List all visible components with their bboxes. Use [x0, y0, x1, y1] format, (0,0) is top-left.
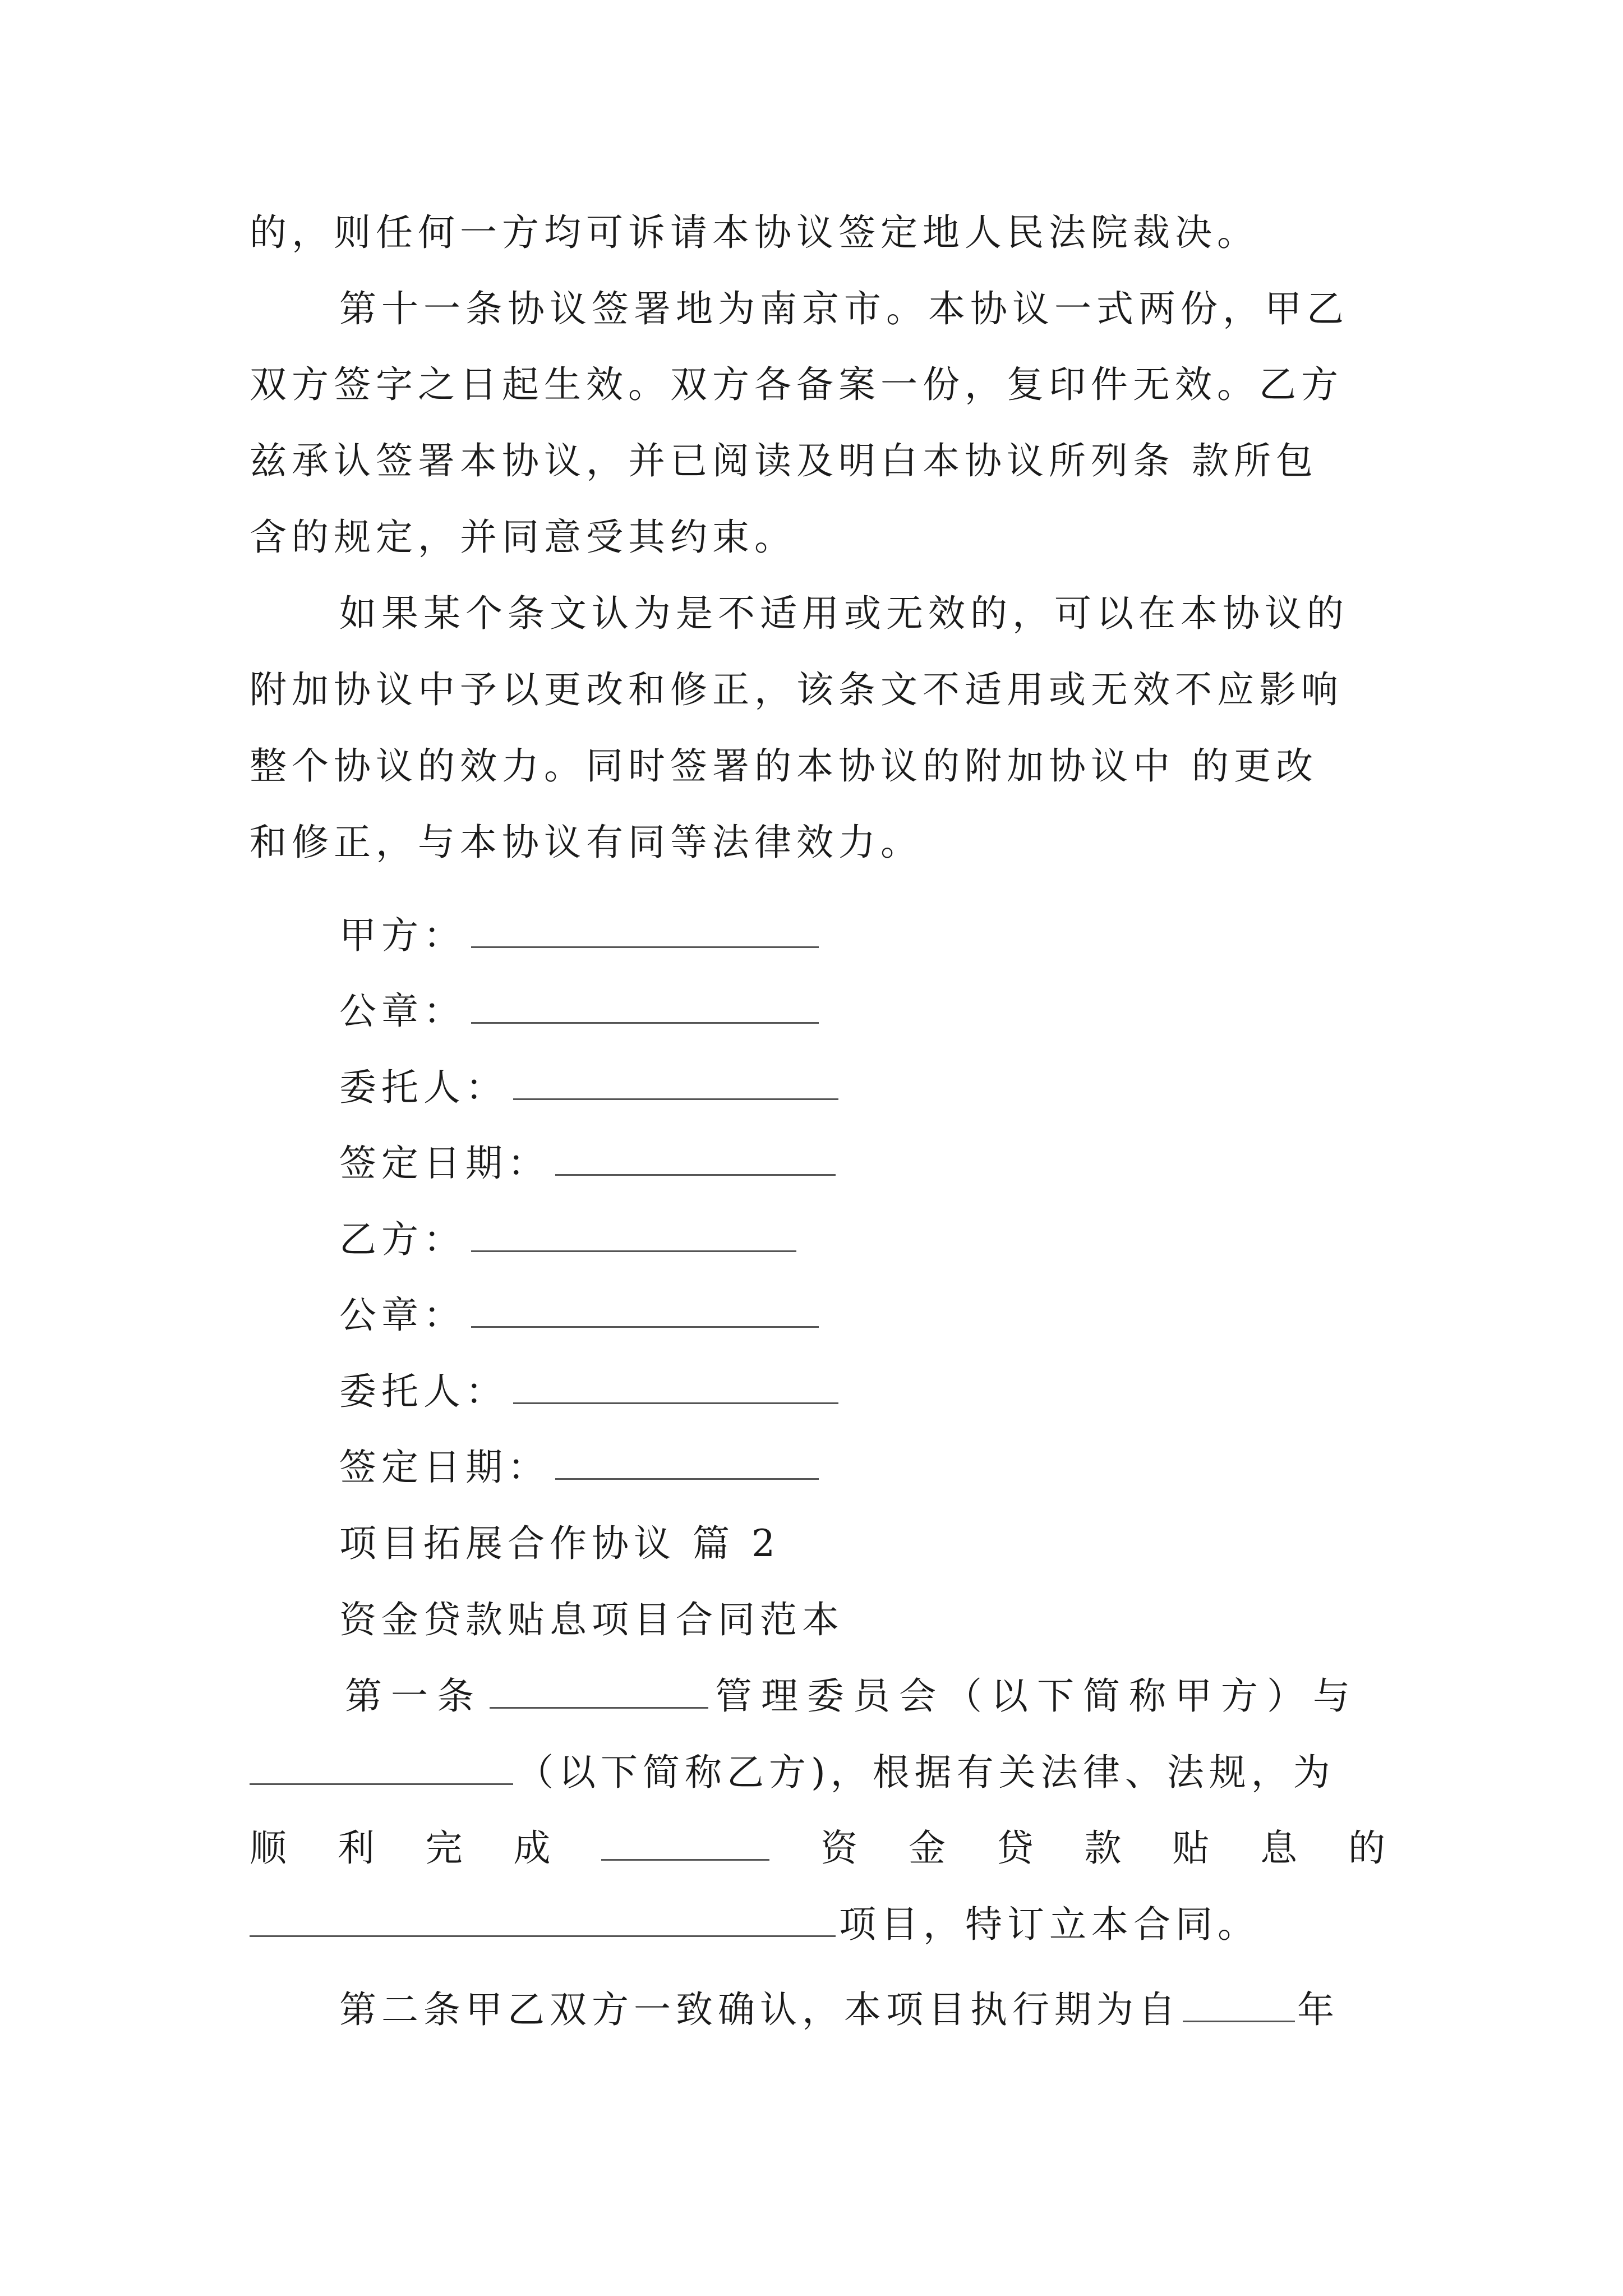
- signature-party-a: [339, 914, 819, 957]
- fill-blank[interactable]: [490, 1678, 708, 1709]
- fill-blank[interactable]: [250, 1906, 836, 1937]
- article-1-line-3: [250, 1826, 1385, 1870]
- signature-party-b: [339, 1218, 796, 1261]
- article-1-text: （以下简称乙方)，根据有关法律、法规，为: [517, 1751, 1335, 1794]
- contract-title: 资金贷款贴息项目合同范本: [339, 1598, 844, 1641]
- justified-char: 完: [425, 1826, 463, 1870]
- justified-char: 的: [1348, 1826, 1385, 1870]
- paragraph-line: 整个协议的效力。同时签署的本协议的附加协议中 的更改: [250, 744, 1318, 788]
- signature-blank[interactable]: [555, 1449, 819, 1480]
- justified-char: 成: [513, 1826, 551, 1870]
- paragraph-line: 第十一条协议签署地为南京市。本协议一式两份，甲乙: [339, 287, 1349, 330]
- article-1-text: 项目，特订立本合同。: [839, 1903, 1260, 1946]
- paragraph-line: 的，则任何一方均可诉请本协议签定地人民法院裁决。: [250, 211, 1259, 254]
- paragraph-line: 含的规定，并同意受其约束。: [250, 516, 796, 559]
- article-1-line-1: [345, 1674, 1391, 1718]
- justified-char: 顺: [250, 1826, 287, 1870]
- justified-char: 利: [337, 1826, 375, 1870]
- article-1-text: 管理委员会（以下简称甲方）与: [715, 1674, 1359, 1718]
- signature-agent-a: [339, 1066, 838, 1109]
- paragraph-line: 如果某个条文认为是不适用或无效的，可以在本协议的: [339, 592, 1349, 635]
- signature-date-a: [339, 1142, 836, 1185]
- article-2-line-1: [339, 1988, 1385, 2031]
- signature-blank[interactable]: [513, 1069, 838, 1100]
- article-1-line-4: [250, 1903, 1385, 1946]
- justified-char: 资: [820, 1826, 858, 1870]
- signature-seal-a: [339, 990, 819, 1033]
- signature-blank[interactable]: [471, 993, 819, 1024]
- justified-char: 贷: [996, 1826, 1034, 1870]
- signature-label: 签定日期：: [339, 1142, 550, 1185]
- fill-blank[interactable]: [250, 1754, 513, 1785]
- article-2-text: 第二条甲乙双方一致确认，本项目执行期为自: [339, 1988, 1181, 2031]
- article-1-line-2: [250, 1751, 1385, 1794]
- justified-char: 息: [1260, 1826, 1298, 1870]
- signature-agent-b: [339, 1370, 838, 1413]
- article-2-suffix: 年: [1297, 1988, 1339, 2031]
- justified-char: 金: [908, 1826, 946, 1870]
- signature-blank[interactable]: [471, 1221, 796, 1252]
- signature-label: 公章：: [339, 1294, 465, 1337]
- signature-seal-b: [339, 1294, 819, 1337]
- justified-char: 款: [1084, 1826, 1122, 1870]
- paragraph-line: 附加协议中予以更改和修正，该条文不适用或无效不应影响: [250, 668, 1343, 711]
- signature-blank[interactable]: [513, 1373, 838, 1404]
- signature-blank[interactable]: [471, 917, 819, 948]
- signature-label: 公章：: [339, 990, 465, 1033]
- signature-blank[interactable]: [471, 1297, 819, 1328]
- signature-label: 委托人：: [339, 1066, 508, 1109]
- article-1-prefix: 第一条: [345, 1674, 483, 1718]
- paragraph-line: 兹承认签署本协议，并已阅读及明白本协议所列条 款所包: [250, 439, 1318, 482]
- signature-blank[interactable]: [555, 1145, 836, 1176]
- paragraph-line: 和修正，与本协议有同等法律效力。: [250, 821, 923, 864]
- signature-date-b: [339, 1446, 819, 1489]
- fill-blank[interactable]: [1183, 1991, 1295, 2022]
- signature-label: 委托人：: [339, 1370, 508, 1413]
- signature-label: 乙方：: [339, 1218, 465, 1261]
- justified-char: 贴: [1172, 1826, 1210, 1870]
- signature-label: 签定日期：: [339, 1446, 550, 1489]
- fill-blank[interactable]: [601, 1830, 769, 1861]
- signature-label: 甲方：: [339, 914, 465, 957]
- paragraph-line: 双方签字之日起生效。双方各备案一份，复印件无效。乙方: [250, 363, 1343, 406]
- section-heading: 项目拓展合作协议 篇 2: [339, 1522, 780, 1565]
